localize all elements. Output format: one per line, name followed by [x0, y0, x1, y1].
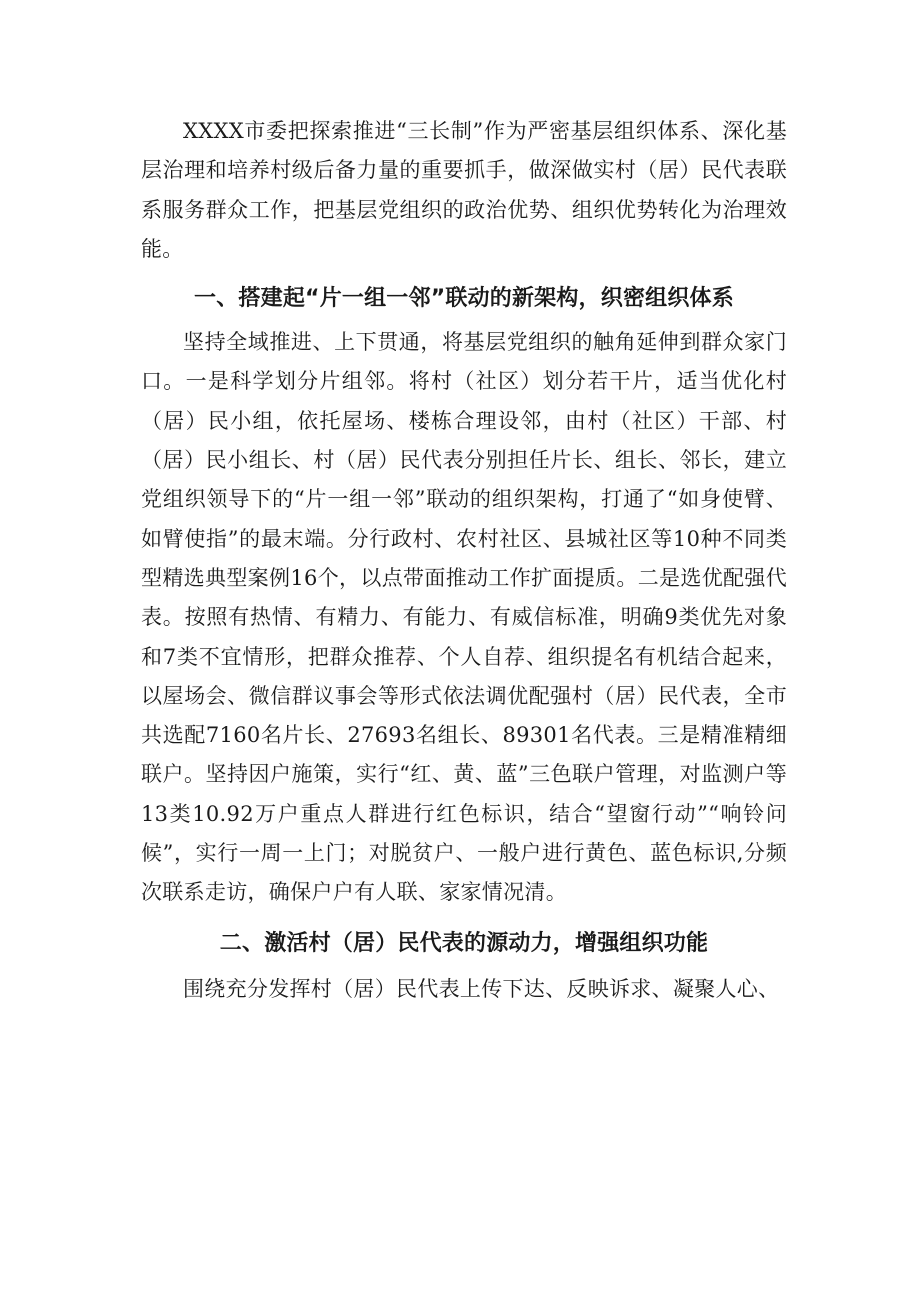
section-1-heading: 一、搭建起“片一组一邻”联动的新架构，织密组织体系	[194, 286, 734, 312]
section-2-heading: 二、激活村（居）民代表的源动力，增强组织功能	[219, 930, 709, 956]
section-2-body: 围绕充分发挥村（居）民代表上传下达、反映诉求、凝聚人心、	[183, 976, 780, 1001]
section-1-body: 坚持全域推进、上下贯通，将基层党组织的触角延伸到群众家门口。一是科学划分片组邻。将村（社区）划分若干片，适当优化村（居）民小组，依托屋场、楼栋合理设邻，由村（社区）干部、村（居）民小组长、村（居）民代表分别担任片长、组长、邻长，建立党组织领导下的“片一组一邻”联动的组织架构，打通了“如身使臂、如臂使指”的最末端。分行政村、农村社区、县城社区等10种不同类型精选典型案例16个，以点带面推动工作扩面提质。二是选优配强代表。按照有热情、有精力、有能力、有威信标准，明确9类优先对象和7类不宜情形，把群众推荐、个人自荐、组织提名有机结合起来，以屋场会、微信群议事会等形式依法调优配强村（居）民代表，全市共选配7160名片长、27693名组长、89301名代表。三是精准精细联户。坚持因户施策，实行“红、黄、蓝”三色联户管理，对监测户等13类10.92万户重点人群进行红色标识，结合“望窗行动”“响铃问候”，实行一周一上门；对脱贫户、一般户进行黄色、蓝色标识,分频次联系走访，确保户户有人联、家家情况清。	[141, 330, 787, 905]
document-page	[141, 112, 787, 1009]
intro-paragraph: XXXX市委把探索推进“三长制”作为严密基层组织体系、深化基层治理和培养村级后备力量的重要抓手，做深做实村（居）民代表联系服务群众工作，把基层党组织的政治优势、组织优势转化为治理效能。	[141, 119, 787, 261]
